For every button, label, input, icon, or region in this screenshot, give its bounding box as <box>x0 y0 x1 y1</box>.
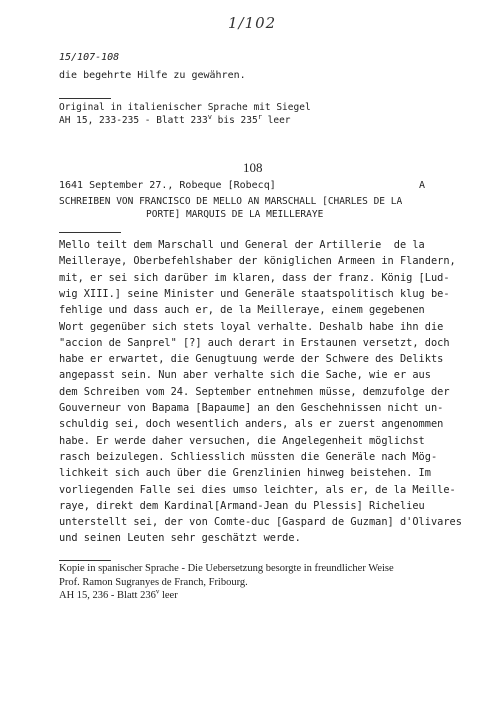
body-line: fehlige und dass auch er, de la Meilleraye, einem gegebenen <box>59 304 425 317</box>
body-line: Meilleraye, Oberbefehlshaber der königlichen Armeen in Flandern, <box>59 255 456 268</box>
body-line: vorliegenden Falle sei dies umso leichter, als er, de la Meille- <box>59 483 456 496</box>
page-reference: 15/107-108 <box>59 52 120 63</box>
title-rule <box>59 232 121 233</box>
body-line: schuldig sei, doch wesentlich anders, als er zuerst angenommen <box>59 418 444 431</box>
source-line-1: Original in italienischer Sprache mit Siegel <box>59 102 311 113</box>
body-line: "accion de Sanprel" [?] auch derart in Erstaunen versetzt, doch <box>59 336 450 349</box>
body-line: rasch beizulegen. Schliesslich müssten die Generäle nach Mög- <box>59 450 438 463</box>
footnote-line-3-pre: AH 15, 236 - Blatt 236 <box>59 590 156 601</box>
source-line-2 <box>59 112 291 126</box>
document-number: 108 <box>243 160 263 175</box>
footnote-line-1: Kopie in spanischer Sprache - Die Uebersetzung besorgte in freundlicher Weise <box>59 563 394 574</box>
body-line: angepasst sein. Nun aber verhalte sich die Sache, wie er aus <box>59 369 431 382</box>
footnote-line-3 <box>59 587 178 601</box>
source-rule <box>59 98 111 99</box>
continuation-text: die begehrte Hilfe zu gewähren. <box>59 70 246 81</box>
source-line-2-pre: AH 15, 233-235 - Blatt 233 <box>59 115 208 126</box>
body-line: raye, direkt dem Kardinal[Armand-Jean du Plessis] Richelieu <box>59 499 425 512</box>
body-line: Gouverneur von Bapama [Bapaume] an den Geschehnissen nicht un- <box>59 402 444 414</box>
document-letter: A <box>419 180 426 191</box>
footnote-line-2: Prof. Ramon Sugranyes de Franch, Fribourg. <box>59 577 248 588</box>
body-line: habe. Er werde daher versuchen, die Angelegenheit möglichst <box>59 434 425 447</box>
body-line: und seinen Leuten sehr geschätzt werde. <box>59 532 301 545</box>
body-line: Wort gegenüber sich stets loyal verhalte. Deshalb habe ihn die <box>59 320 444 333</box>
body-line: habe er erwartet, die Genugtuung werde der Schwere des Delikts <box>59 353 444 366</box>
footnote-sup: v <box>155 587 160 596</box>
source-sup-2: r <box>257 112 262 121</box>
body-line: Mello teilt dem Marschall und General der Artillerie de la <box>59 239 425 251</box>
source-line-2-mid: bis 235 <box>211 115 258 126</box>
source-sup-1: v <box>207 112 212 121</box>
title-line-2: PORTE] MARQUIS DE LA MEILLERAYE <box>146 209 324 220</box>
body-line: dem Schreiben vom 24. September entnehmen müsse, demzufolge der <box>59 385 450 398</box>
body-line: mit, er sei sich darüber im klaren, dass der franz. König [Lud- <box>59 271 450 284</box>
date-line: 1641 September 27., Robeque [Robecq] <box>59 180 276 191</box>
body-line: lichkeit sich auch über die Grenzlinien hinweg beistehen. Im <box>59 467 431 480</box>
title-line-1: SCHREIBEN VON FRANCISCO DE MELLO AN MARSCHALL [CHARLES DE LA <box>59 196 403 207</box>
body-line: wig XIII.] seine Minister und Generäle staatspolitisch klug be- <box>59 287 450 300</box>
footnote-rule <box>59 560 111 561</box>
footnote-line-3-post: leer <box>159 590 178 601</box>
body-line: unterstellt sei, der von Comte-duc [Gaspard de Guzman] d'Olivares <box>59 516 462 529</box>
source-line-2-post: leer <box>261 115 291 126</box>
handwritten-page-number: 1/102 <box>228 14 277 32</box>
